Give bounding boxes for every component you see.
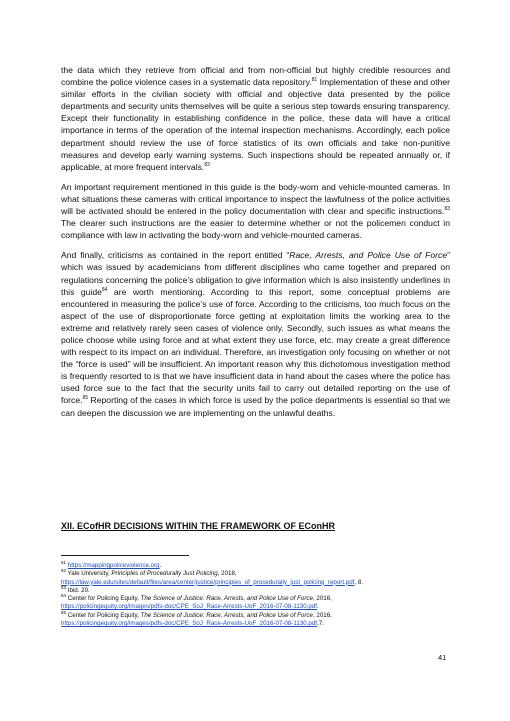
footnote-number: 83 [61,584,67,590]
paragraph-3 [61,249,450,418]
footnote-text: . [159,562,162,569]
paragraph-text: Implementation of these and other similar efforts in the civilian society with official and objective data presented by the police departments and security units themselves will be quite a serious step towards ensuring transparency. Except their functionality in establishing confidence in the police, these data will have a critical importance in terms of the operation of the internal inspection mechanisms. Accordingly, each police department should review the use of force statistics of its own officials and take non-punitive measures and develop early warning systems. Such inspections should be repeated annually or, if applicable, at more frequent intervals. [61,77,450,172]
footnote-title: The Science of Justice: Race, Arrests, and Police Use of Force [140,595,313,603]
paragraph-text: are worth mentioning. According to this report, some conceptual problems are encountered in measuring the police’s use of force. According to the criticisms, too much focus on the aspect of the use of disproportionate force getting at exploitation limits the working area to the extreme and relatively rarely seen cases of violence only. Secondly, such issues as what means the police choose while using force and at what extent they use force, etc. may create a great difference with respect to its impact on an individual. Therefore, an investigation only focusing on whether or not the “force is used” will be insufficient. An important reason why this dichotomous investigation method is frequently resorted to is that we have insufficient data in hand about the cases where the police has used force sue to the fact that the security units fail to carry out detailed reporting on the use of force. [61,286,451,406]
footnote-link[interactable]: https://policingequity.org/images/pdfs-doc/CPE_SoJ_Race-Arrests-UoF_2016-07-08-1130.pdf [61,620,317,628]
footnote-text: , 2016, [312,595,332,603]
page-number: 41 [438,653,447,662]
footnote-text: Ibid. 20. [67,586,90,594]
footnote-84 [61,595,456,612]
section-heading: XII. ECofHR DECISIONS WITHIN THE FRAMEWORK OF EConHR [61,521,335,531]
footnote-text: Center for Policing Equity, [67,595,141,603]
body-text [61,64,450,427]
footnote-text: . [317,603,319,611]
footnote-82 [61,570,456,587]
footnote-link[interactable]: https://law.yale.edu/sites/default/files/area/center/justice/principles_of_procedurally_just_policing_report.pdf [61,578,355,586]
paragraph-text: Reporting of the cases in which force is used by the police departments is essential so that we can deepen the discussion we are implementing on the unlawful deaths. [61,395,450,418]
paragraph-text: And finally, criticisms as contained in the report entitled “ [61,250,290,261]
footnote-ref-85[interactable]: 85 [82,395,89,402]
footnote-number: 82 [61,568,67,574]
footnote-ref-82[interactable]: 82 [204,161,210,168]
footnote-text: Center for Policing Equity, [67,611,141,619]
footnote-number: 84 [61,593,67,599]
footnote-link[interactable]: https://mappingpoliceviolence.org [67,562,160,569]
footnote-number: 85 [61,609,67,615]
footnote-ref-81[interactable]: 81 [311,77,318,84]
footnote-title: The Science of Justice: Race, Arrests, and Police Use of Force [140,611,313,619]
footnote-text: , 8. [354,578,363,586]
paragraph-1 [61,64,450,173]
paragraph-2 [61,181,450,241]
footnote-ref-84[interactable]: 84 [101,286,108,293]
paragraph-text: An important requirement mentioned in this guide is the body-worn and vehicle-mounted cameras. In what situations these cameras with critical importance to inspect the lawfulness of the police activities will be activated should be entered in the policy documentation with clear and specific instructions. [61,181,450,217]
paragraph-text: the data which they retrieve from official and from non-official but highly credible resources and combine the police violence cases in a systematic data repository. [61,65,450,88]
footnotes [61,559,456,628]
footnote-title: Principles of Procedurally Just Policing [111,570,218,578]
footnote-divider [61,555,189,556]
footnote-text: , 2016, [312,611,332,619]
footnote-text: Yale University, [67,570,112,578]
footnote-83 [61,584,456,595]
paragraph-text: The clearer such instructions are the easier to determine whether or not the policemen conduct in compliance with law in activating the body-worn and vehicle-mounted cameras. [61,218,450,241]
footnote-number: 81 [61,559,67,565]
footnote-text: .7. [317,620,324,628]
footnote-85 [61,609,456,629]
footnote-link[interactable]: https://policingequity.org/images/pdfs-doc/CPE_SoJ_Race-Arrests-UoF_2016-07-08-1130.pdf [61,603,317,611]
footnote-ref-83[interactable]: 83 [444,206,450,213]
report-title: Race, Arrests, and Police Use of Force [289,250,448,261]
footnote-text: , 2018, [217,570,237,578]
paragraph-text: ” which was issued by academicians from different disciplines who came together and prepared on regulations concerning the police’s obligation to give information which is also insistently underlines in this guide [61,250,450,297]
